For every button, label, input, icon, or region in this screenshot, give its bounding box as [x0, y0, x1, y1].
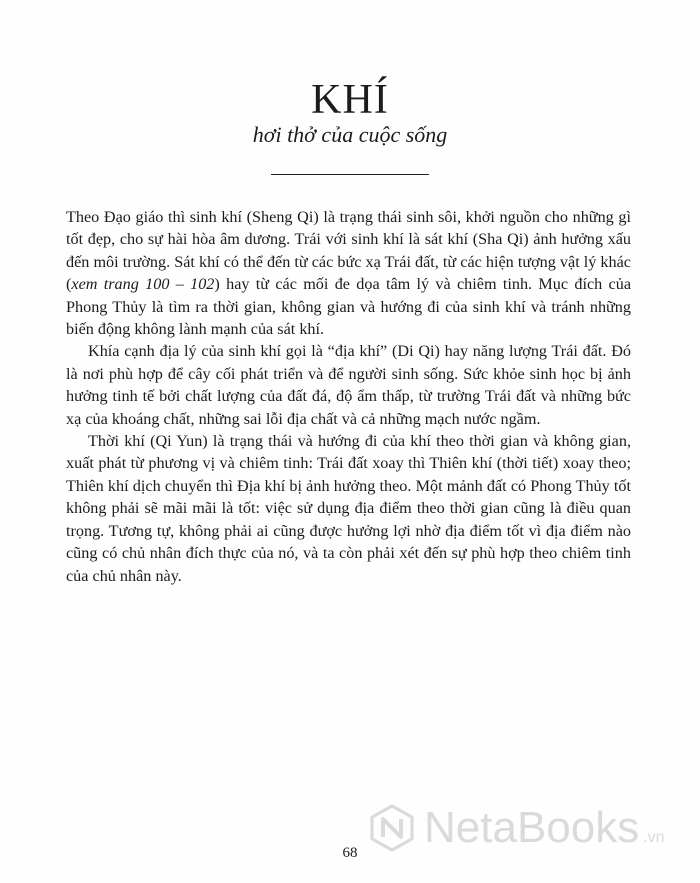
netabooks-logo-icon	[368, 804, 416, 852]
paragraph-1	[66, 206, 631, 340]
paragraph-3: Thời khí (Qi Yun) là trạng thái và hướng đi của khí theo thời gian và không gian, xuất phát từ phương vị và chiêm tinh: Trái đất xoay thì Thiên khí (thời tiết) xoay theo; Thiên khí dịch chuyển thì Địa khí bị ảnh hưởng theo. Một mảnh đất có Phong Thủy tốt không phải sẽ mãi mãi là tốt: việc sử dụng địa điểm theo thời gian cũng là điều quan trọng. Tương tự, không phải ai cũng được hưởng lợi nhờ địa điểm tốt vì địa điểm nào cũng có chủ nhân đích thực của nó, và ta còn phải xét đến sự phù hợp theo chiêm tinh của chủ nhân này.	[66, 432, 631, 585]
chapter-title: KHÍ	[311, 77, 389, 123]
paragraph-1-start: Theo Đạo giáo thì sinh khí (Sheng Qi) là trạng thái sinh sôi, khởi nguồn cho những gì tốt đẹp, cho sự hài hòa âm dương. Trái với sinh khí là sát khí (Sha Qi) ảnh hưởng xấu đến môi trường. Sát khí có thể đến từ các bức xạ Trái đất, từ các hiện tượng vật lý khác (	[66, 208, 631, 294]
paragraph-1-end: ) hay từ các mối đe dọa tâm lý và chiêm tinh. Mục đích của Phong Thủy là tìm ra thời gian, không gian và hướng đi của sinh khí và tránh những biến động không lành mạnh của sát khí.	[66, 275, 631, 339]
title-divider	[271, 174, 429, 175]
page-number: 68	[342, 845, 358, 861]
watermark-suffix: .vn	[643, 829, 665, 846]
chapter-subtitle: hơi thở của cuộc sống	[252, 122, 448, 147]
watermark-brand: NetaBooks	[424, 803, 640, 852]
watermark	[368, 803, 665, 853]
paragraph-2: Khía cạnh địa lý của sinh khí gọi là “địa khí” (Di Qi) hay năng lượng Trái đất. Đó là nơi phù hợp để cây cối phát triển và để người sinh sống. Sức khỏe sinh học bị ảnh hưởng tinh tế bởi chất lượng của đất đá, độ ẩm thấp, từ trường Trái đất và những bức xạ của khoáng chất, những sai lỗi địa chất và cả những mạch nước ngầm.	[66, 342, 631, 428]
page-reference: xem trang 100 – 102	[71, 275, 215, 294]
body-text	[66, 206, 631, 587]
